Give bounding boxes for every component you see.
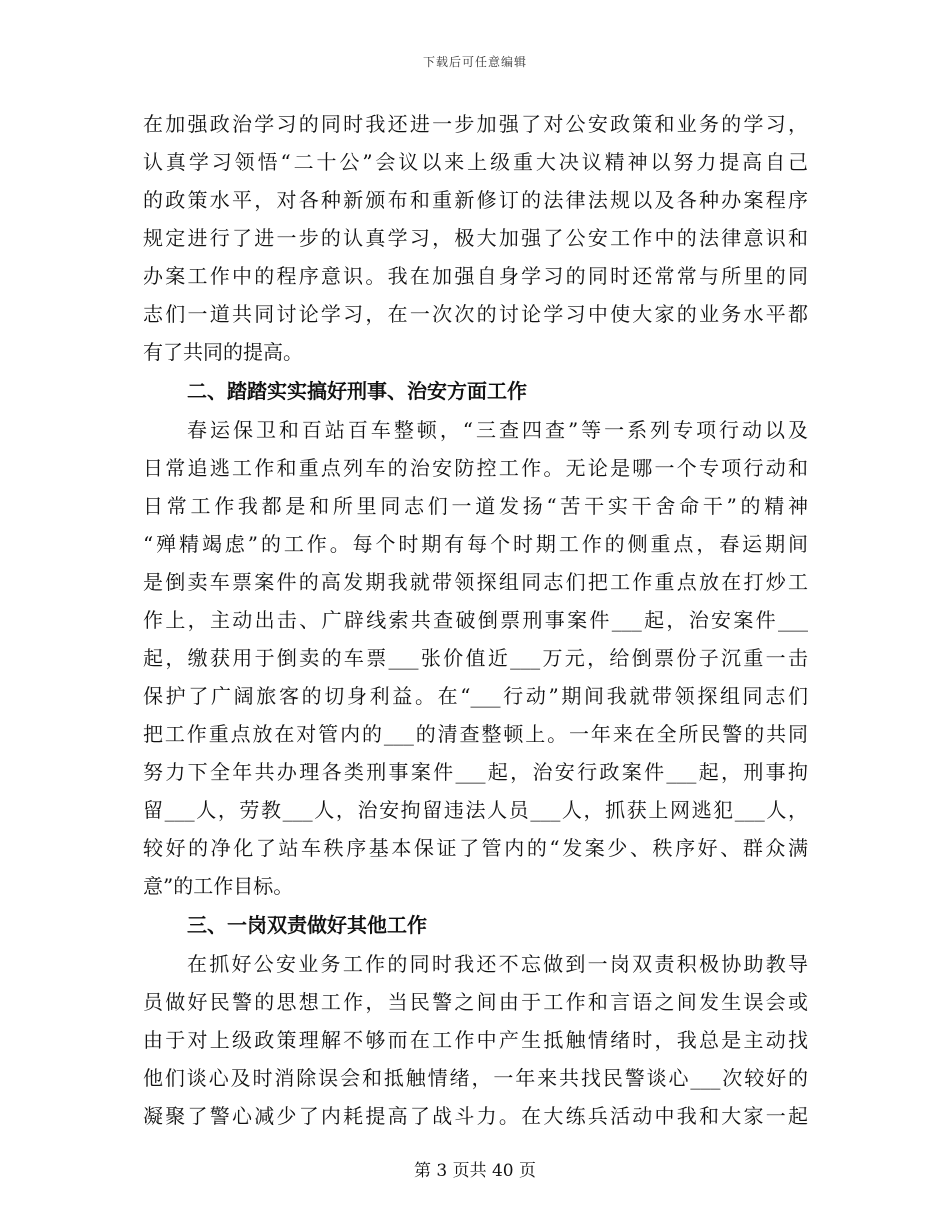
paragraph-line: 规定进行了进一步的认真学习，极大加强了公安工作中的法律意识和 [143, 226, 808, 250]
paragraph-line: 员做好民警的思想工作，当民警之间由于工作和言语之间发生误会或 [143, 990, 808, 1014]
paragraph-line: 日常追逃工作和重点列车的治安防控工作。无论是哪一个专项行动和 [143, 456, 808, 480]
paragraph-line: 的政策水平，对各种新颁布和重新修订的法律法规以及各种办案程序 [143, 188, 808, 212]
paragraph-line: 努力下全年共办理各类刑事案件___起，治安行政案件___起，刑事拘 [143, 760, 808, 784]
document-body [143, 105, 808, 1135]
paragraph-line: “殚精竭虑”的工作。每个时期有每个时期工作的侧重点，春运期间 [143, 532, 808, 556]
paragraph-line: 有了共同的提高。 [143, 340, 303, 364]
paragraph-line: 志们一道共同讨论学习，在一次次的讨论学习中使大家的业务水平都 [143, 302, 808, 326]
paragraph-line: 意”的工作目标。 [143, 874, 294, 898]
paragraph-line: 春运保卫和百站百车整顿，“三查四查”等一系列专项行动以及 [187, 418, 808, 442]
paragraph-line: 起，缴获用于倒卖的车票___张价值近___万元，给倒票份子沉重一击 [143, 646, 808, 670]
page-header-note: 下载后可任意编辑 [422, 55, 527, 69]
paragraph-line: 在抓好公安业务工作的同时我还不忘做到一岗双责积极协助教导 [187, 952, 808, 976]
paragraph-line: 作上，主动出击、广辟线索共查破倒票刑事案件___起，治安案件___ [143, 608, 808, 632]
paragraph-line: 留___人，劳教___人，治安拘留违法人员___人，抓获上网逃犯___人， [143, 798, 808, 822]
page-number: 第 3 页共 40 页 [413, 1161, 537, 1181]
paragraph-line: 保护了广阔旅客的切身利益。在“___行动”期间我就带领探组同志们 [143, 684, 808, 708]
paragraph-line: 认真学习领悟“二十公”会议以来上级重大决议精神以努力提高自己 [143, 150, 808, 174]
section-heading: 二、踏踏实实搞好刑事、治安方面工作 [187, 379, 527, 403]
paragraph-line: 是倒卖车票案件的高发期我就带领探组同志们把工作重点放在打炒工 [143, 570, 808, 594]
paragraph-line: 由于对上级政策理解不够而在工作中产生抵触情绪时，我总是主动找 [143, 1028, 808, 1052]
paragraph-line: 较好的净化了站车秩序基本保证了管内的“发案少、秩序好、群众满 [143, 836, 808, 860]
section-heading: 三、一岗双责做好其他工作 [187, 913, 427, 937]
paragraph-line: 他们谈心及时消除误会和抵触情绪，一年来共找民警谈心___次较好的 [143, 1066, 808, 1090]
paragraph-line: 凝聚了警心减少了内耗提高了战斗力。在大练兵活动中我和大家一起 [143, 1104, 808, 1128]
paragraph-line: 日常工作我都是和所里同志们一道发扬“苦干实干舍命干”的精神 [143, 494, 808, 518]
paragraph-line: 办案工作中的程序意识。我在加强自身学习的同时还常常与所里的同 [143, 264, 808, 288]
paragraph-line: 把工作重点放在对管内的___的清查整顿上。一年来在全所民警的共同 [143, 722, 808, 746]
paragraph-line: 在加强政治学习的同时我还进一步加强了对公安政策和业务的学习， [143, 112, 808, 136]
